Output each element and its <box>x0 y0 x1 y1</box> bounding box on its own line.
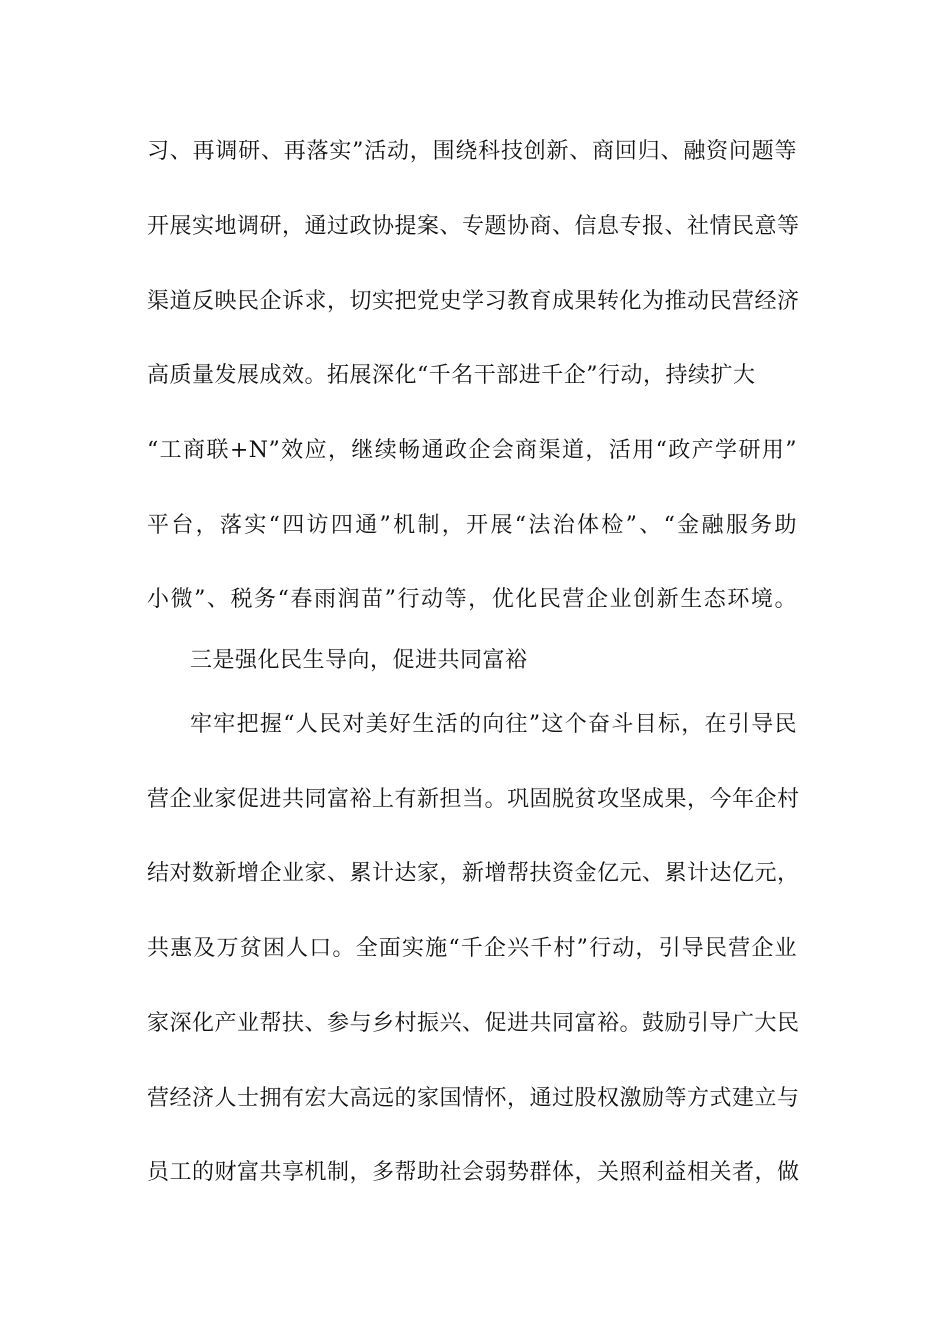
paragraph-1-line-6: 平台，落实“四访四通”机制，开展“法治体检”、“金融服务助 <box>147 513 797 538</box>
paragraph-1-line-5: “工商联+N”效应，继续畅通政企会商渠道，活用“政产学研用” <box>147 438 797 463</box>
paragraph-1-line-2: 开展实地调研，通过政协提案、专题协商、信息专报、社情民意等 <box>147 214 800 239</box>
paragraph-2-line-7: 员工的财富共享机制，多帮助社会弱势群体，关照利益相关者，做 <box>147 1160 800 1185</box>
paragraph-1-line-1: 习、再调研、再落实”活动，围绕科技创新、商回归、融资问题等 <box>147 139 797 164</box>
paragraph-1-line-3: 渠道反映民企诉求，切实把党史学习教育成果转化为推动民营经济 <box>147 289 800 314</box>
paragraph-1-line-4: 高质量发展成效。拓展深化“千名干部进千企”行动，持续扩大 <box>147 363 756 388</box>
paragraph-2-line-3: 结对数新增企业家、累计达家，新增帮扶资金亿元、累计达亿元， <box>147 861 800 886</box>
paragraph-2-line-6: 营经济人士拥有宏大高远的家国情怀，通过股权激励等方式建立与 <box>147 1086 800 1111</box>
paragraph-2-line-5: 家深化产业帮扶、参与乡村振兴、促进共同富裕。鼓励引导广大民 <box>147 1011 800 1036</box>
paragraph-2-line-1: 牢牢把握“人民对美好生活的向往”这个奋斗目标，在引导民 <box>190 712 797 737</box>
paragraph-2-line-2: 营企业家促进共同富裕上有新担当。巩固脱贫攻坚成果，今年企村 <box>147 787 800 812</box>
paragraph-1-line-7: 小微”、税务“春雨润苗”行动等，优化民营企业创新生态环境。 <box>147 587 797 612</box>
paragraph-2-line-4: 共惠及万贫困人口。全面实施“千企兴千村”行动，引导民营企业 <box>147 936 797 961</box>
section-heading: 三是强化民生导向，促进共同富裕 <box>190 648 528 673</box>
